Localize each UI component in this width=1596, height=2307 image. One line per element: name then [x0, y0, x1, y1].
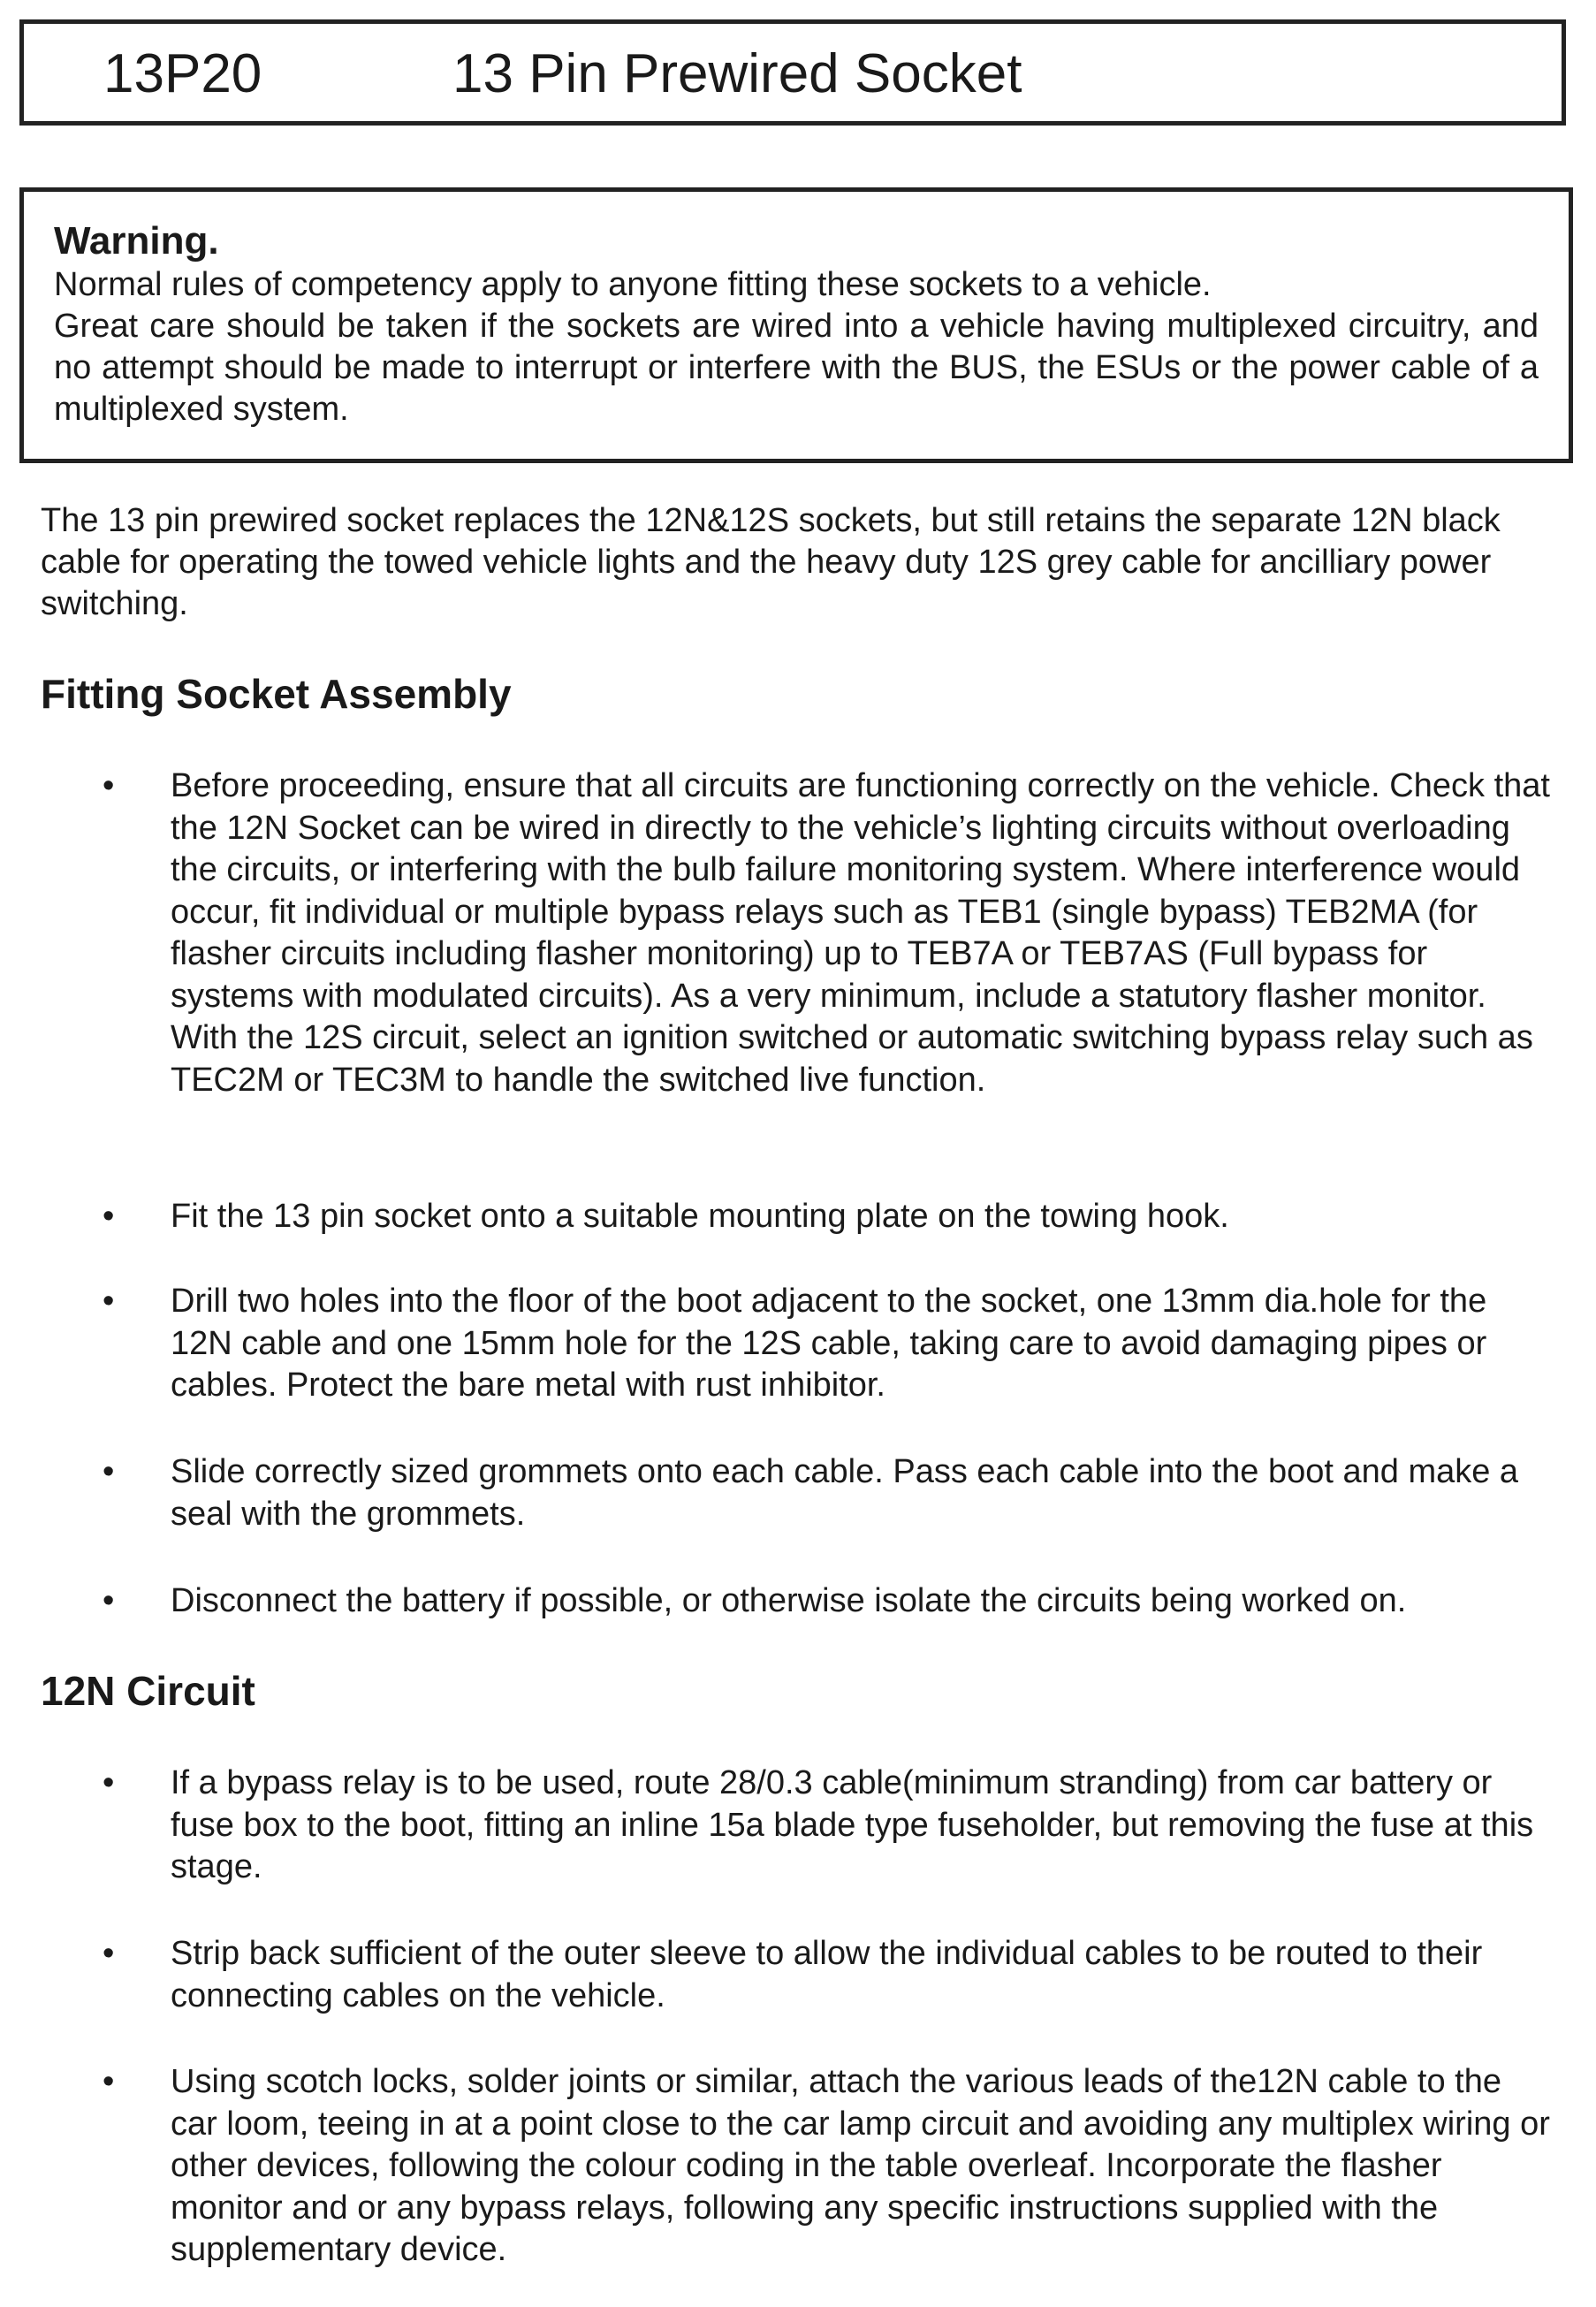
list-item-text: If a bypass relay is to be used, route 28/0.3 cable(minimum stranding) from car battery or fuse box to the boot, fitting an inline 15a blade type fuseholder, but removing the fuse at this stage. [171, 1764, 1534, 1885]
bullet-icon: • [103, 1935, 115, 1972]
list-item-text: Strip back sufficient of the outer sleeve to allow the individual cables to be routed to their connecting cables on the vehicle. [171, 1935, 1483, 2014]
bullet-icon: • [103, 1283, 115, 1320]
section-heading-12n-circuit: 12N Circuit [41, 1668, 255, 1714]
bullet-icon: • [103, 1582, 115, 1619]
bullet-icon: • [103, 1764, 115, 1801]
list-item-text: Fit the 13 pin socket onto a suitable mounting plate on the towing hook. [171, 1198, 1229, 1235]
list-item-text: Disconnect the battery if possible, or otherwise isolate the circuits being worked on. [171, 1582, 1407, 1619]
bullet-icon: • [103, 1198, 115, 1235]
list-item-text: Drill two holes into the floor of the boot adjacent to the socket, one 13mm dia.hole for the 12N cable and one 15mm hole for the 12S cable, taking care to avoid damaging pipes or cables. Protect the bare metal with rust inhibitor. [171, 1283, 1487, 1404]
intro-paragraph: The 13 pin prewired socket replaces the 12N&12S sockets, but still retains the separate 12N black cable for operating the towed vehicle lights and the heavy duty 12S grey cable for ancilliary power switching. [41, 502, 1501, 622]
warning-text-competency: Normal rules of competency apply to anyone fitting these sockets to a vehicle. [54, 266, 1212, 303]
warning-text-multiplex: Great care should be taken if the sockets are wired into a vehicle having multiplexed circuitry, and no attempt should be made to interrupt or interfere with the BUS, the ESUs or the power cable of a multiplexed system. [54, 308, 1539, 428]
list-item-text: Using scotch locks, solder joints or similar, attach the various leads of the12N cable to the car loom, teeing in at a point close to the car lamp circuit and avoiding any multiplex wiring or other devices, following the colour coding in the table overleaf. Incorporate the flasher monitor and or any bypass relays, following any specific instructions supplied with the supplementary device. [171, 2063, 1550, 2268]
warning-heading: Warning. [54, 219, 219, 263]
list-item-text: Before proceeding, ensure that all circuits are functioning correctly on the vehicle. Check that the 12N Socket can be wired in directly to the vehicle’s lighting circuits without overloading the circuits, or interfering with the bulb failure monitoring system. Where interference would occur, fit individual or multiple bypass relays such as TEB1 (single bypass) TEB2MA (for flasher circuits including flasher monitoring) up to TEB7A or TEB7AS (Full bypass for systems with modulated circuits). As a very minimum, include a statutory flasher monitor. With the 12S circuit, select an ignition switched or automatic switching bypass relay such as TEC2M or TEC3M to handle the switched live function. [171, 767, 1550, 1099]
bullet-icon: • [103, 2063, 115, 2100]
product-code: 13P20 [103, 43, 262, 104]
bullet-icon: • [103, 1453, 115, 1490]
list-item-text: Slide correctly sized grommets onto each cable. Pass each cable into the boot and make a seal with the grommets. [171, 1453, 1519, 1533]
title-box [19, 19, 1566, 126]
page-title: 13 Pin Prewired Socket [452, 43, 1022, 104]
bullet-icon: • [103, 767, 115, 804]
section-heading-fitting: Fitting Socket Assembly [41, 671, 512, 717]
warning-box [19, 187, 1573, 463]
